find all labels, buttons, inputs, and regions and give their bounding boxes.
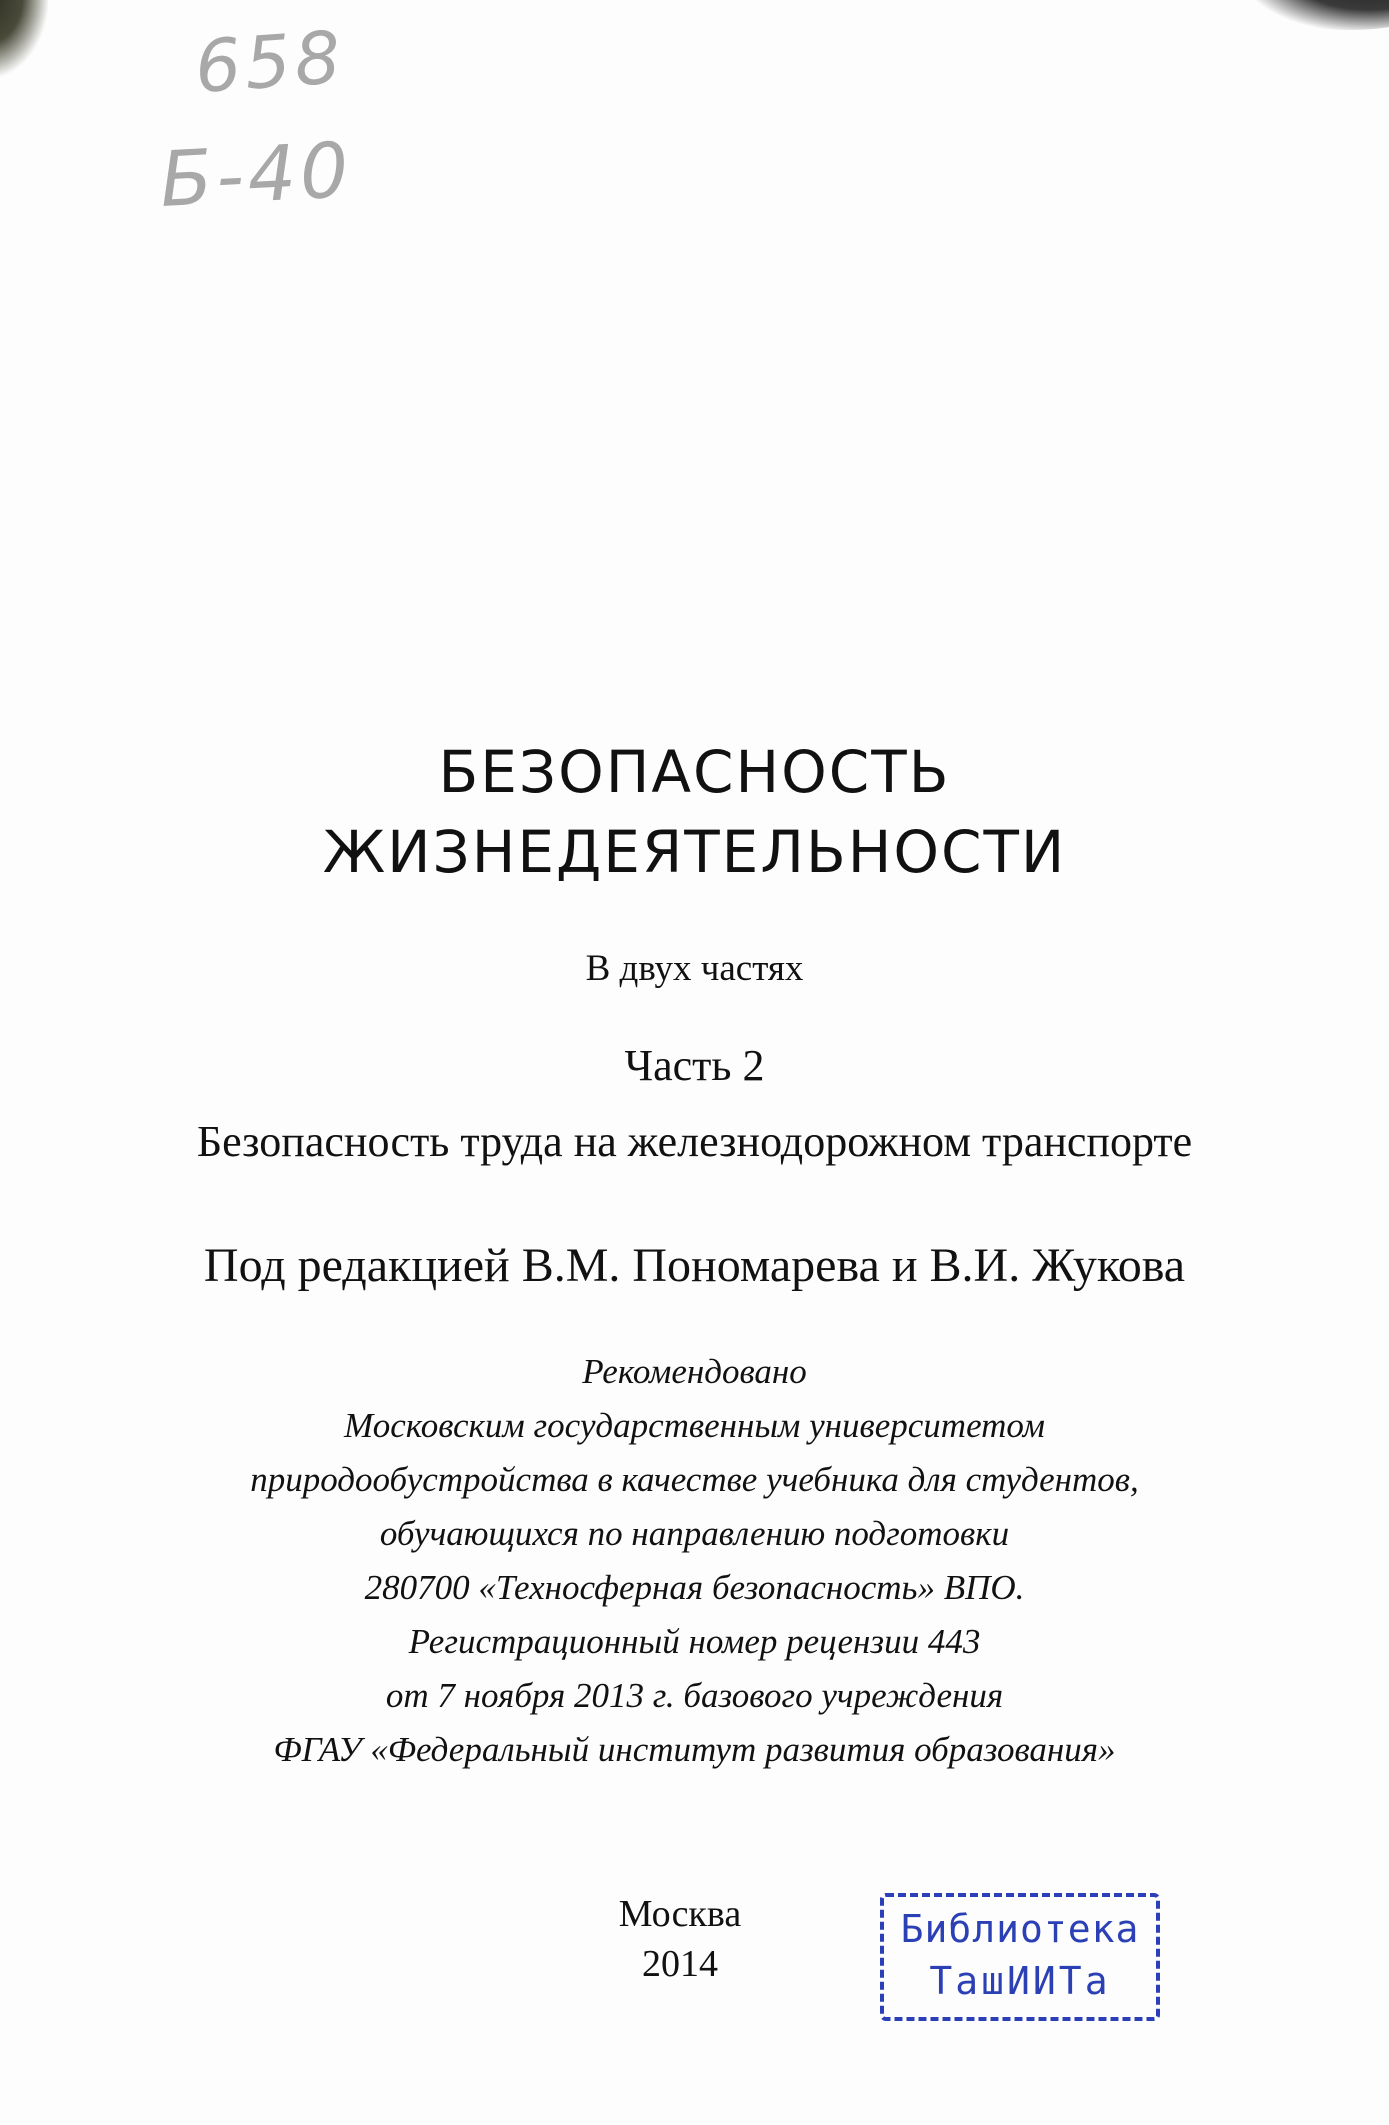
recommendation-line: Регистрационный номер рецензии 443	[408, 1622, 981, 1661]
recommendation-line: 280700 «Техносферная безопасность» ВПО.	[364, 1568, 1025, 1607]
recommendation-line: природообустройства в качестве учебника для студентов,	[250, 1460, 1139, 1499]
recommendation-line: от 7 ноября 2013 г. базового учреждения	[385, 1676, 1004, 1715]
parts-note: В двух частях	[585, 948, 804, 989]
handwritten-shelf-mark-line2: Б-40	[157, 125, 355, 224]
part-number: Часть 2	[624, 1041, 765, 1090]
book-subtitle: Безопасность труда на железнодорожном транспорте	[196, 1117, 1193, 1166]
imprint-year: 2014	[642, 1943, 718, 1985]
recommendation-line: Рекомендовано	[582, 1352, 807, 1391]
editors-line: Под редакцией В.М. Пономарева и В.И. Жукова	[203, 1239, 1186, 1292]
recommendation-line: ФГАУ «Федеральный институт развития образования»	[273, 1730, 1116, 1769]
scan-shadow-left	[0, 0, 50, 80]
scan-shadow-right	[1249, 0, 1389, 30]
library-stamp-line2: ТашИИТа	[929, 1959, 1111, 2003]
recommendation-line: обучающихся по направлению подготовки	[379, 1514, 1010, 1553]
recommendation-block	[0, 1345, 1389, 1777]
imprint-city: Москва	[618, 1893, 742, 1935]
book-title-line1: БЕЗОПАСНОСТЬ	[438, 738, 951, 806]
library-stamp-line1: Библиотека	[900, 1907, 1140, 1951]
book-title-line2: ЖИЗНЕДЕЯТЕЛЬНОСТИ	[322, 818, 1067, 886]
recommendation-line: Московским государственным университетом	[344, 1406, 1045, 1445]
library-stamp	[880, 1893, 1160, 2021]
handwritten-shelf-mark-line1: 658	[192, 14, 348, 110]
